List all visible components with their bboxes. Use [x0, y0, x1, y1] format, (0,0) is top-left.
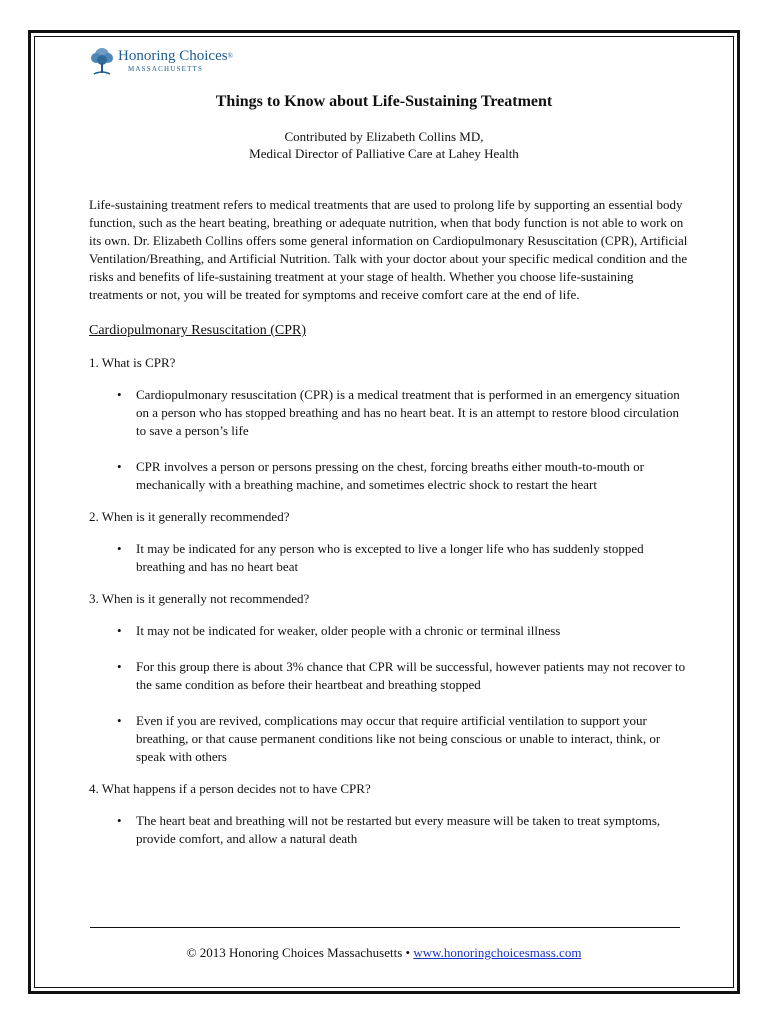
intro-paragraph: Life-sustaining treatment refers to medical treatments that are used to prolong life by supporting an essential body function, such as the heart beating, breathing or adequate nutrition, when that body function is not able to work on its own. Dr. Elizabeth Collins offers some general information on Cardiopulmonary Resuscitation (CPR), Artificial Ventilation/Breathing, and Artificial Nutrition. Talk with your doctor about your specific medical condition and the risks and benefits of life-sustaining treatment at your stage of health. Whether you choose life-sustaining treatments or not, you will be treated for symptoms and receive comfort care at the end of life.	[89, 197, 688, 302]
list-item-text: For this group there is about 3% chance that CPR will be successful, however patients may not recover to the same condition as before their heartbeat and breathing stopped	[136, 659, 686, 692]
list-item-text: Even if you are revived, complications may occur that require artificial ventilation to support your breathing, or that cause permanent conditions like not being conscious or unable to interact, think, or speak with others	[136, 713, 661, 764]
list-item	[89, 712, 689, 766]
list-item	[89, 540, 689, 576]
page-title: Things to Know about Life-Sustaining Treatment	[215, 93, 553, 110]
bullet-list	[89, 386, 689, 494]
contributor-block	[0, 128, 768, 162]
list-item-text: Cardiopulmonary resuscitation (CPR) is a medical treatment that is performed in an emergency situation on a person who has stopped breathing and has no heart beat. It is an attempt to restore blood circulation to save a person’s life	[136, 387, 680, 438]
bullet-icon: •	[117, 623, 122, 638]
bullet-icon: •	[117, 541, 122, 556]
list-item	[89, 458, 689, 494]
list-item-text: The heart beat and breathing will not be restarted but every measure will be taken to treat symptoms, provide comfort, and allow a natural death	[136, 813, 661, 846]
list-item	[89, 386, 689, 440]
list-item-text: It may not be indicated for weaker, older people with a chronic or terminal illness	[136, 623, 561, 638]
contributor-line-2: Medical Director of Palliative Care at Lahey Health	[249, 146, 519, 161]
footer	[0, 944, 768, 961]
logo-subtitle: MASSACHUSETTS	[128, 65, 204, 73]
bullet-icon: •	[117, 813, 122, 828]
list-item	[89, 658, 689, 694]
bullet-icon: •	[117, 713, 122, 728]
contributor-line-1: Contributed by Elizabeth Collins MD,	[284, 129, 484, 144]
question-2: 2. When is it generally recommended?	[89, 509, 290, 524]
list-item	[89, 622, 689, 640]
section-heading-cpr: Cardiopulmonary Resuscitation (CPR)	[89, 323, 306, 338]
tree-icon	[90, 47, 114, 77]
list-item	[89, 812, 689, 848]
logo-trademark: ®	[227, 52, 233, 60]
bullet-icon: •	[117, 659, 122, 674]
footer-website-link[interactable]: www.honoringchoicesmass.com	[413, 945, 582, 960]
footer-divider	[90, 927, 680, 928]
footer-copyright: © 2013 Honoring Choices Massachusetts •	[186, 945, 414, 960]
bullet-list	[89, 540, 689, 576]
honoring-choices-logo	[90, 47, 233, 81]
list-item-text: CPR involves a person or persons pressing on the chest, forcing breaths either mouth-to-mouth or mechanically with a breathing machine, and sometimes electric shock to restart the heart	[136, 459, 644, 492]
document-body	[89, 196, 689, 866]
question-1: 1. What is CPR?	[89, 355, 176, 370]
bullet-icon: •	[117, 387, 122, 402]
bullet-icon: •	[117, 459, 122, 474]
list-item-text: It may be indicated for any person who is excepted to live a longer life who has suddenly stopped breathing and has no heart beat	[136, 541, 644, 574]
bullet-list	[89, 622, 689, 766]
question-3: 3. When is it generally not recommended?	[89, 591, 310, 606]
logo-name: Honoring Choices	[118, 48, 228, 64]
bullet-list	[89, 812, 689, 848]
question-4: 4. What happens if a person decides not to have CPR?	[89, 781, 371, 796]
